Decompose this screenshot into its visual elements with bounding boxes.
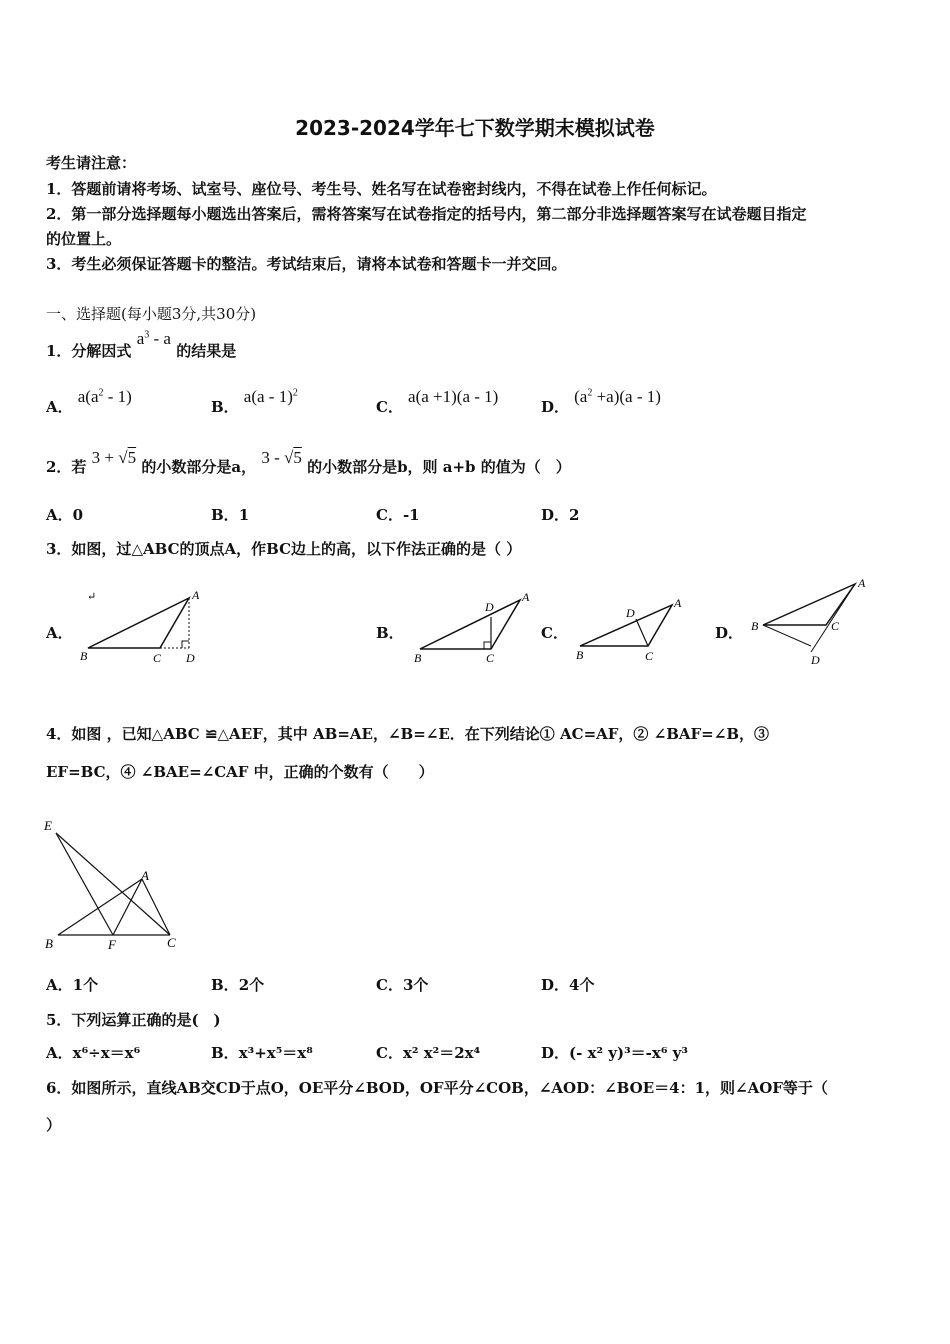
svg-text:B: B [45,936,53,951]
q1-option-c[interactable]: C． a(a +1)(a - 1) [376,387,499,416]
notice-item: 2．第一部分选择题每小题选出答案后，需将答案写在试卷指定的括号内，第二部分非选择题答案写在试卷题目指定 [46,205,807,223]
svg-text:D: D [811,653,820,667]
q4-stem-line2: EF=BC，④ ∠BAE=∠CAF 中，正确的个数有（ ） [46,763,434,781]
q4-figure [40,812,200,954]
q2-option-c[interactable]: C．-1 [376,506,420,524]
q1-option-a[interactable]: A． $a(a^2 - 1)$ [46,387,132,416]
section-heading: 一、选择题(每小题3分,共30分) [46,305,257,323]
page-title: 2023-2024学年七下数学期末模拟试卷 [295,116,655,140]
q3-option-d[interactable]: D． [715,624,744,642]
q3-figure-d [747,574,872,672]
q6-stem-line2: ） [46,1116,62,1134]
q4-option-d[interactable]: D．4个 [541,976,595,994]
q2-stem: 2．若 3 + √5 的小数部分是a， 3 - √5 的小数部分是b，则 a+b 的值为（ ） [46,448,571,476]
q5-stem: 5．下列运算正确的是( ) [46,1011,221,1029]
svg-text:A: A [674,596,682,610]
q3-figure-a [70,582,230,668]
q5-option-a[interactable]: A．x⁶÷x＝x⁶ [46,1044,141,1062]
q3-figure-b [408,586,543,670]
q5-option-c[interactable]: C．x² x²＝2x⁴ [376,1044,481,1062]
q4-option-c[interactable]: C．3个 [376,976,429,994]
svg-text:A: A [192,588,200,602]
q3-option-b[interactable]: B． [376,624,404,642]
q5-option-d[interactable]: D．(- x² y)³＝-x⁶ y³ [541,1044,688,1062]
q1-option-d[interactable]: D． $(a^2 +a)(a - 1)$ [541,387,661,416]
q4-option-a[interactable]: A．1个 [46,976,99,994]
notice-item: 3．考生必须保证答题卡的整洁。考试结束后，请将本试卷和答题卡一并交回。 [46,255,567,273]
svg-text:C: C [645,649,654,663]
q1-stem: 1．分解因式 $a^3$ - a 的结果是 [46,329,237,360]
q4-stem-line1: 4．如图 ，已知△ABC ≌△AEF，其中 AB=AE，∠B=∠E．在下列结论① AC=AF，② ∠BAF=∠B，③ [46,725,769,743]
svg-text:A: A [141,868,149,883]
q3-stem: 3．如图，过△ABC的顶点A，作BC边上的高，以下作法正确的是（ ） [46,540,522,558]
svg-text:B: B [576,648,584,662]
q3-figure-c [570,593,690,667]
svg-text:D: D [485,600,494,614]
svg-text:B: B [751,619,759,633]
q2-expression-2: 3 - √5 [261,448,302,467]
svg-text:E: E [44,818,52,833]
q1-option-b[interactable]: B． a(a - 1)$^2$ [211,387,298,416]
svg-text:D: D [186,651,195,665]
q1-expression: $a^3$ - a [136,329,171,348]
svg-text:D: D [626,606,635,620]
svg-text:A: A [858,576,866,590]
svg-text:C: C [153,651,162,665]
q4-option-b[interactable]: B．2个 [211,976,265,994]
svg-text:C: C [831,619,840,633]
q2-option-d[interactable]: D．2 [541,506,580,524]
svg-text:B: B [414,651,422,665]
svg-text:C: C [167,935,176,950]
q5-option-b[interactable]: B．x³+x⁵＝x⁸ [211,1044,313,1062]
svg-text:B: B [80,649,88,663]
q3-option-c[interactable]: C． [541,624,568,642]
svg-text:C: C [486,651,495,665]
notice-heading: 考生请注意： [46,154,137,172]
q3-option-a[interactable]: A． [46,624,73,642]
svg-text:A: A [522,590,530,604]
q2-option-b[interactable]: B．1 [211,506,250,524]
q2-option-a[interactable]: A．0 [46,506,84,524]
notice-item: 1．答题前请将考场、试室号、座位号、考生号、姓名写在试卷密封线内，不得在试卷上作任何标记。 [46,180,717,198]
notice-item: 的位置上。 [46,230,122,248]
svg-text:↵: ↵ [87,591,97,603]
svg-text:F: F [108,937,116,952]
q6-stem-line1: 6．如图所示，直线AB交CD于点O，OE平分∠BOD，OF平分∠COB，∠AOD：∠BOE＝4：1，则∠AOF等于（ [46,1079,828,1097]
q2-expression-1: 3 + √5 [91,448,137,467]
